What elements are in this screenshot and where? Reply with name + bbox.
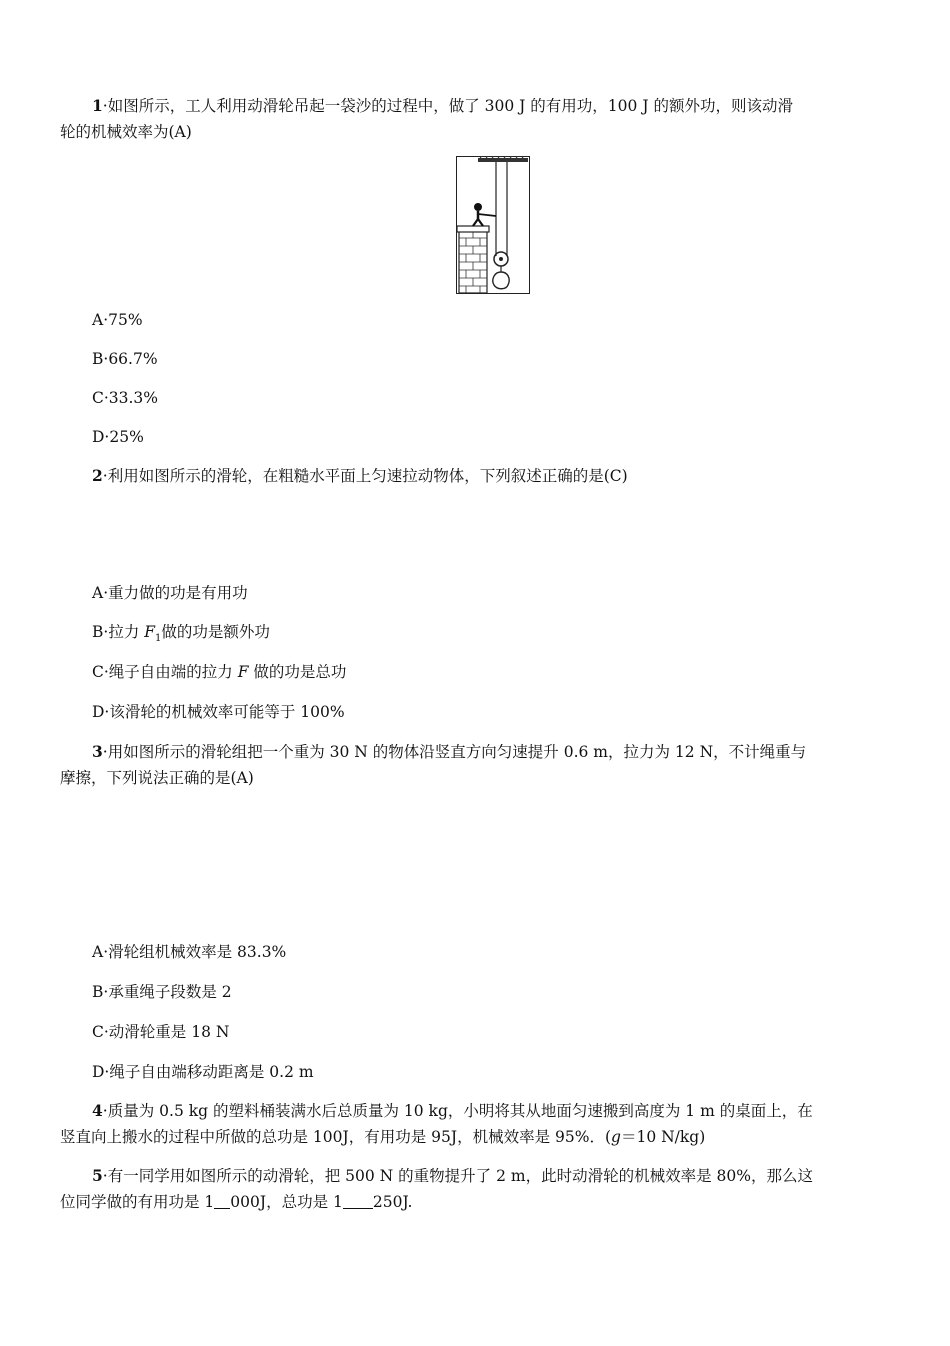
q4-line2-suffix: ＝10 N/kg) <box>620 1128 706 1146</box>
q2-option-b-sub: 1 <box>155 633 162 644</box>
q5-blank-1 <box>214 1194 230 1209</box>
q5-number: 5 <box>92 1166 103 1185</box>
q1-option-d: D·25% <box>92 428 144 446</box>
q2-option-a: A·重力做的功是有用功 <box>92 584 248 602</box>
q2-option-b-suffix: 做的功是额外功 <box>161 623 270 641</box>
q1-number: 1 <box>92 96 103 115</box>
q1-option-b: B·66.7% <box>92 350 158 368</box>
q4-line2-prefix: 竖直向上搬水的过程中所做的总功是 100J，有用功是 95J，机械效率是 95%．( <box>60 1128 612 1146</box>
q2-number: 2 <box>92 466 103 485</box>
q2-option-d: D·该滑轮的机械效率可能等于 100% <box>92 703 345 721</box>
q3-line1 <box>92 742 806 762</box>
q4-text: ·质量为 0.5 kg 的塑料桶装满水后总质量为 10 kg，小明将其从地面匀速搬到高度为 1 m 的桌面上，在 <box>102 1102 813 1120</box>
q5-line2 <box>60 1192 412 1212</box>
q5-line2-part2: 000J，总功是 1 <box>230 1193 343 1211</box>
q2-option-b-var: F <box>144 623 156 641</box>
q1-option-a: A·75% <box>92 311 143 329</box>
q2-option-c <box>92 662 346 682</box>
q4-line1 <box>92 1101 813 1121</box>
q3-option-d: D·绳子自由端移动距离是 0.2 m <box>92 1063 314 1081</box>
q4-line2 <box>60 1127 705 1147</box>
q3-option-c: C·动滑轮重是 18 N <box>92 1023 230 1041</box>
q3-option-b: B·承重绳子段数是 2 <box>92 983 232 1001</box>
q2-option-c-suffix: 做的功是总功 <box>248 663 347 681</box>
q4-line2-var: g <box>611 1128 621 1146</box>
q2-line1 <box>92 466 628 486</box>
q3-line2: 摩擦，下列说法正确的是(A) <box>60 769 254 787</box>
q5-blank-2 <box>343 1194 373 1209</box>
q1-option-c: C·33.3% <box>92 389 159 407</box>
q1-line1 <box>92 96 793 116</box>
q3-option-a: A·滑轮组机械效率是 83.3% <box>92 943 287 961</box>
q3-number: 3 <box>92 742 103 761</box>
q5-line2-part3: 250J. <box>372 1193 413 1211</box>
q5-line2-part1: 位同学做的有用功是 1 <box>60 1193 215 1211</box>
q2-option-c-var: F <box>237 663 249 681</box>
q5-text: ·有一同学用如图所示的动滑轮，把 500 N 的重物提升了 2 m，此时动滑轮的机械效率是 80%，那么这 <box>102 1167 813 1185</box>
q1-text: ·如图所示，工人利用动滑轮吊起一袋沙的过程中，做了 300 J 的有用功，100 J 的额外功，则该动滑 <box>102 97 793 115</box>
q2-option-b <box>92 622 270 649</box>
q2-text: ·利用如图所示的滑轮，在粗糙水平面上匀速拉动物体，下列叙述正确的是(C) <box>102 467 628 485</box>
q1-line2: 轮的机械效率为(A) <box>60 123 192 141</box>
q2-option-c-prefix: C·绳子自由端的拉力 <box>92 663 238 681</box>
q4-number: 4 <box>92 1101 103 1120</box>
q5-line1 <box>92 1166 813 1186</box>
q2-option-b-prefix: B·拉力 <box>92 623 145 641</box>
pulley-figure <box>456 156 530 294</box>
q3-text: ·用如图所示的滑轮组把一个重为 30 N 的物体沿竖直方向匀速提升 0.6 m，拉力为 12 N，不计绳重与 <box>102 743 807 761</box>
